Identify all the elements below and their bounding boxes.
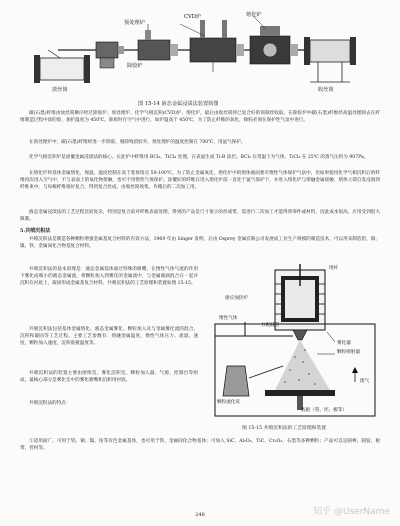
unwind-spool-shape: [34, 50, 90, 83]
page-number: 248: [195, 512, 205, 518]
label-fluidized-bed: 颗粒流化床: [217, 400, 240, 405]
watermark: 知乎 @UserName: [313, 507, 390, 517]
label-inert-gas: 惰性气体: [219, 316, 238, 321]
label-degum-furnace: 除胶炉: [127, 63, 143, 69]
label-atomizer: 雾化器: [337, 341, 351, 346]
feature-item-1: ①适用面广，可用于铝、铜、镍、钴等有色金属基体，也可用于铁、金属间化合物基体；可加入 SiC、Al₂O₃、TiC、Cr₂O₃、石墨等多种颗粒；产品可以是圆棒、圆锭、板带、管材等。: [20, 439, 380, 452]
paragraph-3: 化学气相沉积炉是涂覆金属浸渍法的核心。在此炉中纤维用 BCl₃、TiCl₄ 处理，在表面生成 Ti-B 涂层。BCl₃ 在常温下为气体，TiCl₄ 在 25℃ 的蒸气压约为 907Pa。: [29, 155, 369, 160]
label-takeup-spool: 收丝筒: [318, 87, 334, 93]
label-particle-nozzle: 颗粒喷射器: [337, 350, 360, 355]
left-paragraph-1: 共喷沉积法的基本原理是：液态金属基体通过特殊的喷嘴，在惰性气体气流的作用下雾化成细小的液态金属流，将颗粒加入到雾化的金属流中，与金属液滴混合在一起并沉积在衬底上，凝固形成金属基复合材料，共喷沉积法的工艺原理和装置如图 15-15。: [20, 267, 198, 287]
label-exhaust: 废气: [360, 379, 370, 384]
spray-deposition-diagram: [205, 262, 383, 422]
paragraph-5: 液态金属浸渍法的工艺过程比较复杂，特别是复合前对纤维表面处理，得到的产品是尺寸很小的丝或带，需进行二次加工才能得到零件或材料，因此成本很高，应用受到很大限制。: [20, 210, 380, 223]
figure-15-14: [0, 0, 400, 100]
left-paragraph-2: 共喷沉积法包括基体金属熔化、液态金属雾化、颗粒加入及与金属雾化流的混合、沉积和凝固等工艺过程。主要工艺参数有：熔融金属温度，惰性气体压力、流量、速度，颗粒加入速度，沉积底板温度等。: [20, 327, 198, 347]
left-paragraph-4: 共喷沉积法的特点：: [29, 401, 71, 406]
section-5-intro: 共喷沉积法是制造各种颗粒增强金属基复合材料的有效方法，1969 年由 Singer 发明，后由 Osprey 金属有限公司发展成工业生产规模的制造技术，可以用来制造铝、铜、镍、铁、金属间化合物基复合材料。: [20, 237, 380, 250]
label-crucible: 坩杆: [329, 266, 339, 271]
label-unwind-spool: 放丝筒: [52, 87, 68, 93]
paragraph-1: 碳(石墨)纤维由放丝筒顺序经过除胶炉、预处理炉、化学气相沉积(CVD)炉、熔化炉，最后由收丝筒将已复合好的预制丝收取。在除胶炉中碳(石墨)纤维经高温处理除去在纤维制造过程中涂的胶，加护温度为 450℃。除胶时在空气中进行，如炉温高于 450℃，为了防止纤维的氧化，除胶必须在保护性气氛中进行。: [20, 111, 380, 124]
cvd-furnace-shape: [190, 20, 244, 72]
melt-furnace-shape: [250, 26, 298, 64]
section-heading-5: 5.共喷沉积法: [20, 228, 51, 234]
label-melt-furnace: 熔化炉: [246, 12, 262, 18]
figure-15-15-caption: 图 15-15 共喷沉积法的工艺原理和装置: [242, 426, 327, 431]
paragraph-4: 在熔化炉将基体金属熔化，保温，温度控制在高于基体熔点 50-100℃。为了防止金属氧化，熔化炉中的熔体液面要有惰性气体保护气氛中，但如果使用化学气相沉积后的纤维再次进入空气中，不与表面上的氧化物接触，也可不用惰性气体保护。涂覆好的纤维在进入熔化炉前一直处于氩气保护下，并进入熔化炉与熔融金属接触，熔体立即自发浸润到纤维束中，与每根纤维很好复合，得到复合丝成，由收丝筒收集，作搬后的二次加工用。: [20, 171, 380, 191]
label-induction-furnace: 感应加热炉: [225, 296, 248, 301]
label-cvd-furnace: CVD炉: [184, 14, 202, 20]
left-paragraph-3: 共喷沉积法的装置主要由熔炼室、雾化沉积室、颗粒加入器、气源、控制台等组成，最核心部分是雾化室中的雾化喷嘴和沉积用衬底。: [20, 371, 198, 384]
figure-15-15: [205, 262, 383, 422]
label-substrate: 底板（管、坯、板等）: [301, 408, 347, 413]
takeup-spool-shape: [304, 37, 356, 82]
label-preprocess-furnace: 预处理炉: [124, 20, 145, 26]
figure-15-14-caption: 图 15-14 液态金属浸渍法装置简图: [138, 101, 219, 107]
preprocess-furnace-shape: [138, 24, 178, 60]
label-splitter: 分配歧管: [261, 323, 280, 328]
degum-furnace-shape: [96, 42, 124, 68]
paragraph-2: 在预处理炉中，碳(石墨)纤维经进一步除胶、脱除残留胶外，预处理炉的温度控制在 700℃，用氩气保护。: [29, 140, 246, 145]
